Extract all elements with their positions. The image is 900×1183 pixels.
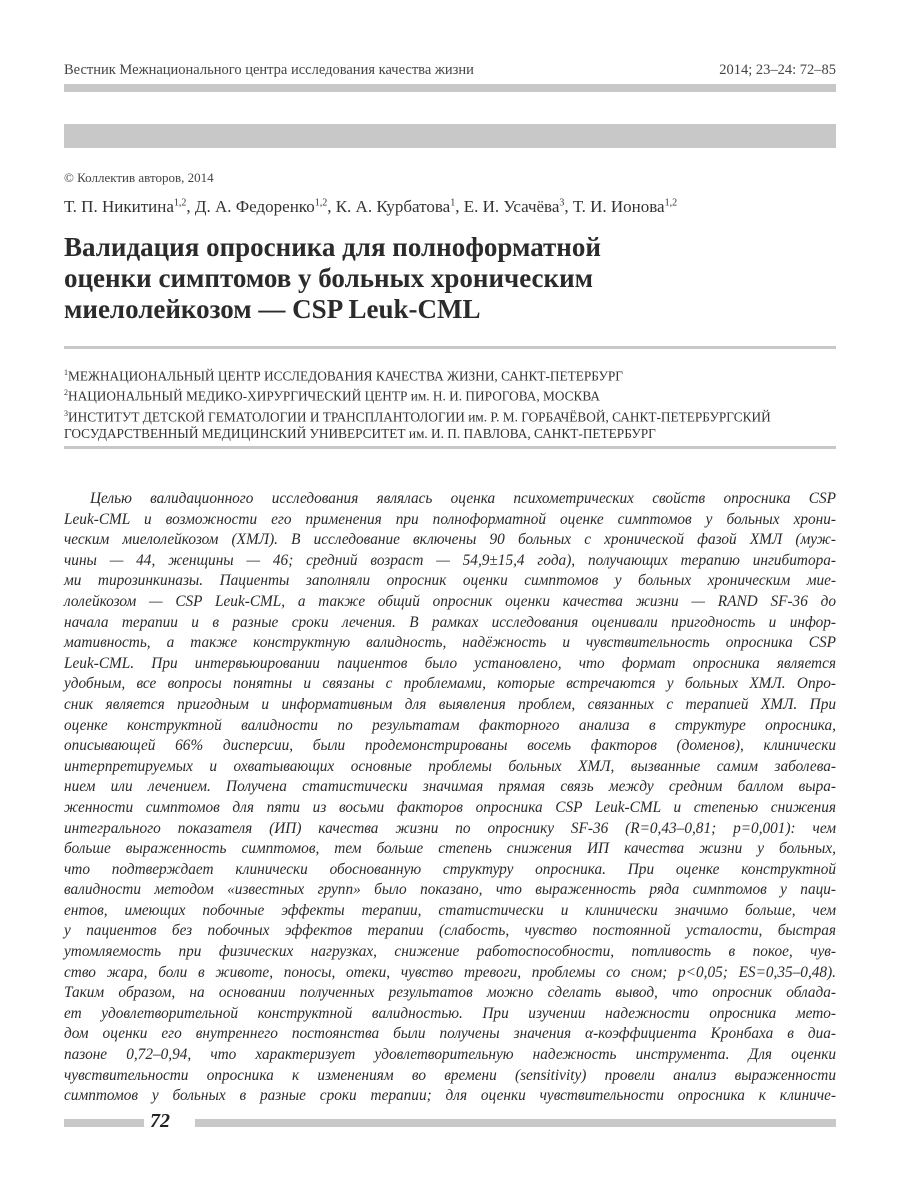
abstract-line: Таким образом, на основании полученных результатов можно сделать вывод, что опросник облада-: [64, 984, 836, 1002]
issue-info: 2014; 23–24: 72–85: [719, 62, 836, 78]
affiliation-text: ГОСУДАРСТВЕННЫЙ МЕДИЦИНСКИЙ УНИВЕРСИТЕТ им. И. П. ПАВЛОВА, САНКТ-ПЕТЕРБУРГ: [64, 426, 656, 442]
abstract-line: начала терапии и в разные сроки лечения. В рамках исследования оценивали пригодность и инфор-: [64, 613, 836, 631]
page-number: 72: [150, 1110, 170, 1132]
abstract-line: интегрального показателя (ИП) качества жизни по опроснику SF-36 (R=0,43–0,81; p=0,001): чем: [64, 819, 836, 837]
affiliation-mark: 1: [64, 368, 68, 377]
affiliation-divider-top: [64, 346, 836, 349]
abstract-line: ство жара, боли в животе, поносы, отеки, чувство тревоги, проблемы со сном; p<0,05; ES=0,35–0,48).: [64, 963, 836, 981]
author-name: Д. А. Федоренко: [194, 197, 315, 216]
abstract-line: оценке конструктной валидности по результатам факторного анализа в структуре опросника,: [64, 716, 836, 734]
abstract-line: ентов, имеющих побочные эффекты терапии, статистически и клинически значимо больше, чем: [64, 901, 836, 919]
affiliations: [64, 364, 844, 442]
abstract-line: удобным, все вопросы понятны и связаны с проблемами, которые встречаются у больных ХМЛ. Опро-: [64, 675, 836, 693]
author-affiliation-mark: 1,2: [173, 197, 187, 209]
affiliation-mark: 3: [64, 408, 68, 418]
abstract-line: чувствительности опросника к изменениям во времени (sensitivity) провели анализ выраженности: [64, 1066, 836, 1084]
abstract-line: нием или лечением. Получена статистически значимая прямая связь между средним баллом выра-: [64, 778, 836, 796]
footer-bar-right: [195, 1119, 836, 1127]
abstract-line: ет удовлетворительной конструктной валидностью. При изучении надежности опросника мето-: [64, 1004, 836, 1022]
abstract-line: интерпретируемых и охватывающих основные проблемы больных ХМЛ, вызванные самим заболева-: [64, 757, 836, 775]
abstract-line: лолейкозом — CSP Leuk-CML, а также общий опросник оценки качества жизни — RAND SF-36 до: [64, 592, 836, 610]
author-affiliation-mark: 1,2: [664, 197, 678, 209]
abstract-line: женности симптомов для пяти из восьми факторов опросника CSP Leuk-CML и степенью снижения: [64, 798, 836, 816]
article-title: [64, 232, 824, 325]
affiliation: [64, 425, 844, 442]
abstract-line: пазоне 0,72–0,94, что характеризует удовлетворительную надежность инструмента. Для оценки: [64, 1046, 836, 1064]
affiliation-text: НАЦИОНАЛЬНЫЙ МЕДИКО-ХИРУРГИЧЕСКИЙ ЦЕНТР им. Н. И. ПИРОГОВА, МОСКВА: [68, 388, 600, 404]
affiliation: [64, 364, 844, 384]
abstract-line: дом оценки его внутреннего постоянства были получены значения α-коэффициента Кронбаха в диа-: [64, 1025, 836, 1043]
affiliation-text: ИНСТИТУТ ДЕТСКОЙ ГЕМАТОЛОГИИ И ТРАНСПЛАНТОЛОГИИ им. Р. М. ГОРБАЧЁВОЙ, САНКТ-ПЕТЕРБУРГСКИЙ: [68, 409, 771, 425]
journal-name: Вестник Межнационального центра исследования качества жизни: [64, 62, 474, 78]
affiliation-divider-bottom: [64, 446, 836, 449]
title-line: оценки симптомов у больных хроническим: [64, 263, 594, 293]
header-divider: [64, 84, 836, 92]
title-line: миелолейкозом — CSP Leuk-CML: [64, 294, 481, 324]
abstract-line: ческим миелолейкозом (ХМЛ). В исследование включены 90 больных с хронической фазой ХМЛ (муж-: [64, 531, 836, 549]
abstract-line: сник является пригодным и информативным для выявления проблем, связанных с терапией ХМЛ. При: [64, 695, 836, 713]
abstract-line: ми тирозинкиназы. Пациенты заполняли опросник оценки симптомов у больных хроническим мие-: [64, 572, 836, 590]
abstract-line: валидности методом «известных групп» было показано, что выраженность ряда симптомов у паци-: [64, 881, 836, 899]
affiliation-mark: 2: [64, 388, 68, 398]
abstract-line: Leuk-CML и возможности его применения при полноформатной оценке симптомов у больных хрони-: [64, 510, 836, 528]
author-name: Т. И. Ионова: [572, 197, 665, 216]
copyright-line: © Коллектив авторов, 2014: [64, 170, 214, 185]
abstract-line: утомляемость при физических нагрузках, снижение работоспособности, потливость в покое, чув-: [64, 943, 836, 961]
abstract: [64, 489, 836, 1107]
abstract-line: что подтверждает клинически обоснованную структуру опросника. При оценке конструктной: [64, 860, 836, 878]
abstract-line: больше выраженность симптомов, тем больше степень снижения ИП качества жизни у больных,: [64, 840, 836, 858]
footer-bar-left: [64, 1119, 144, 1127]
abstract-line: симптомов у больных в разные сроки терапии; для оценки чувствительности опросника к клиниче-: [64, 1087, 836, 1105]
abstract-line: Leuk-CML. При интервьюировании пациентов было установлено, что формат опросника является: [64, 654, 836, 672]
affiliation-text: МЕЖНАЦИОНАЛЬНЫЙ ЦЕНТР ИССЛЕДОВАНИЯ КАЧЕСТВА ЖИЗНИ, САНКТ-ПЕТЕРБУРГ: [68, 368, 623, 384]
author-affiliation-mark: 3: [559, 197, 565, 209]
abstract-line: мативность, а также конструктную валидность, надёжность и чувствительность опросника CSP: [64, 634, 836, 652]
abstract-line: описывающей 66% дисперсии, были продемонстрированы восемь факторов (доменов), клинически: [64, 737, 836, 755]
abstract-line: Целью валидационного исследования являлась оценка психометрических свойств опросника CSP: [90, 490, 836, 507]
title-line: Валидация опросника для полноформатной: [64, 232, 601, 262]
author-affiliation-mark: 1,2: [314, 197, 328, 209]
author-name: Е. И. Усачёва: [463, 197, 560, 216]
author-name: К. А. Курбатова: [335, 197, 451, 216]
abstract-line: чины — 44, женщины — 46; средний возраст — 54,9±15,4 года), получающих терапию ингибитора-: [64, 551, 836, 569]
author-name: Т. П. Никитина: [64, 197, 174, 216]
abstract-line: у пациентов без побочных эффектов терапии (слабость, чувство постоянной усталости, быстрая: [64, 922, 836, 940]
affiliation: [64, 384, 844, 404]
author-list: Т. П. Никитина$^{1,2}$, Д. А. Федоренко$^{1,2}$, К. А. Курбатова$^1$, Е. И. Усачёва$^3$, Т. И. Ионова$^{1,2}$: [64, 197, 678, 216]
author-affiliation-mark: 1: [450, 197, 456, 209]
header-band: [64, 124, 836, 148]
affiliation: [64, 405, 844, 425]
